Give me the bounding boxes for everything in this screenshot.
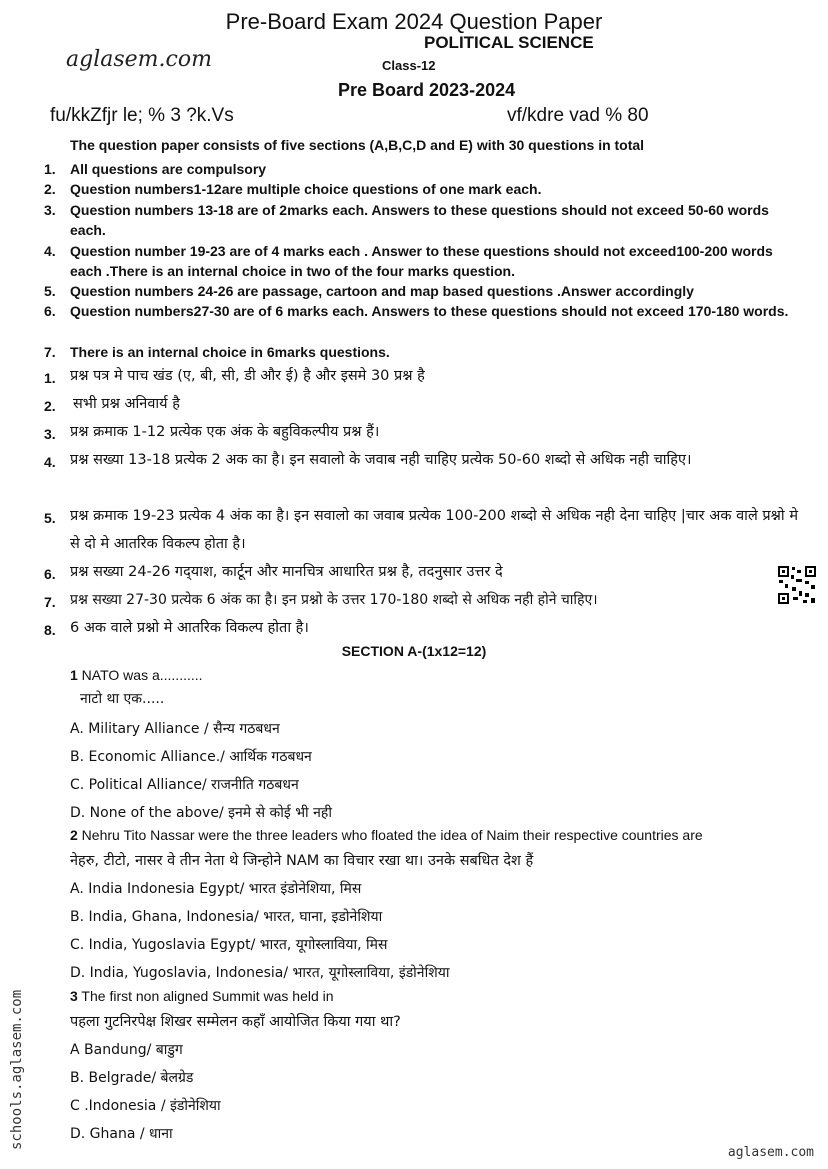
instruction-text-hindi: प्रश्न सख्या 13-18 प्रत्येक 2 अक का है। इन सवालो के जवाब नही चाहिए प्रत्येक 50-60 शब्दो से अधिक नही चाहिए।: [70, 452, 692, 468]
question-text: The first non aligned Summit was held in: [77, 988, 334, 1004]
option: A Bandung/ बाडुग: [70, 1042, 183, 1058]
footer-watermark: aglasem.com: [727, 1145, 814, 1160]
time-allowed: fu/kkZfjr le; % 3 ?k.Vs: [50, 105, 234, 126]
question-number: 3: [70, 988, 78, 1004]
page-title: Pre-Board Exam 2024 Question Paper: [225, 9, 603, 34]
instruction-number: 8.: [44, 622, 56, 638]
question-number: 1: [70, 667, 78, 683]
instruction-text-hindi: प्रश्न सख्या 24-26 गद्‌याश, कार्टून और मानचित्र आधारित प्रश्न है, तदनुसार उत्तर दे: [70, 564, 503, 580]
instruction-text: Question numbers27-30 are of 6 marks each. Answers to these questions should not exceed 170-180 words.: [70, 303, 789, 319]
instruction-text: Question numbers 24-26 are passage, cartoon and map based questions .Answer accordingly: [70, 283, 694, 299]
option: C. Political Alliance/ राजनीति गठबधन: [70, 777, 299, 793]
question-text: Nehru Tito Nassar were the three leaders who floated the idea of Naim their respective countries are: [77, 827, 703, 843]
question-3-hindi: पहला गुटनिरपेक्ष शिखर सम्मेलन कहाँ आयोजित किया गया था?: [70, 1014, 401, 1030]
instruction-number: 4.: [44, 454, 56, 470]
qr-code-icon: [777, 565, 817, 605]
instruction-number: 7.: [44, 594, 56, 610]
instruction-number: 2.: [44, 398, 56, 414]
instruction-number: 5.: [44, 283, 56, 299]
instruction-text: All questions are compulsory: [70, 161, 267, 177]
logo: aglasem.com: [66, 47, 212, 72]
instruction-number: 1.: [44, 370, 56, 386]
instruction-text-hindi: 6 अक वाले प्रश्नो मे आतरिक विकल्प होता है।: [70, 620, 309, 636]
option: D. None of the above/ इनमे से कोई भी नही: [70, 805, 332, 821]
class-label: Class-12: [382, 58, 436, 73]
instructions-intro: The question paper consists of five sections (A,B,C,D and E) with 30 questions in total: [70, 137, 645, 153]
max-marks: vf/kdre vad % 80: [507, 105, 649, 126]
option: C. India, Yugoslavia Egypt/ भारत, यूगोस्लाविया, मिस: [70, 937, 388, 953]
instruction-number: 4.: [44, 243, 56, 259]
instruction-number: 6.: [44, 566, 56, 582]
instruction-text-hindi: प्रश्न क्रमाक 19-23 प्रत्येक 4 अंक का है। इन सवालो का जवाब प्रत्येक 100-200 शब्दो से अधिक नही देना चाहिए |चार अक वाले प्रश्नो मे से दो मे आतरिक विकल्प होता है।: [70, 508, 798, 552]
question-text: NATO was a...........: [77, 667, 203, 683]
option: D. India, Yugoslavia, Indonesia/ भारत, यूगोस्लाविया, इंडोनेशिया: [70, 965, 450, 981]
option: B. India, Ghana, Indonesia/ भारत, घाना, इडोनेशिया: [70, 909, 383, 925]
instruction-number: 2.: [44, 181, 56, 197]
question-1: [70, 667, 203, 683]
option: C .Indonesia / इंडोनेशिया: [70, 1098, 221, 1114]
instruction-number: 6.: [44, 303, 56, 319]
subject-title: POLITICAL SCIENCE: [424, 33, 594, 52]
instruction-number: 7.: [44, 344, 56, 360]
side-watermark: schools.aglasem.com: [9, 989, 25, 1150]
instruction-text: There is an internal choice in 6marks questions.: [70, 344, 390, 360]
instruction-text-hindi: प्रश्न क्रमाक 1-12 प्रत्येक एक अंक के बहुविकल्पीय प्रश्न हैं।: [70, 424, 380, 440]
instruction-text-hindi: प्रश्न पत्र मे पाच खंड (ए, बी, सी, डी और ई) है और इसमे 30 प्रश्न है: [70, 368, 425, 384]
instruction-text-hindi: सभी प्रश्न अनिवार्य है: [73, 396, 180, 412]
instruction-number: 3.: [44, 202, 56, 218]
instruction-text: Question numbers1-12are multiple choice questions of one mark each.: [70, 181, 542, 197]
instruction-number: 3.: [44, 426, 56, 442]
board-title: Pre Board 2023-2024: [338, 80, 516, 100]
instruction-text-hindi: प्रश्न सख्या 27-30 प्रत्येक 6 अंक का है। इन प्रश्नो के उत्तर 170-180 शब्दो से अधिक नही होने चाहिए।: [70, 592, 598, 608]
option: B. Belgrade/ बेलग्रेड: [70, 1070, 194, 1086]
question-number: 2: [70, 827, 78, 843]
option: D. Ghana / धाना: [70, 1126, 173, 1142]
instruction-text: Question number 19-23 are of 4 marks each . Answer to these questions should not exceed100-200 words each .There is an internal choice in two of the four marks question.: [70, 243, 773, 279]
question-3: [70, 988, 334, 1004]
option: A. India Indonesia Egypt/ भारत इंडोनेशिया, मिस: [70, 881, 362, 897]
question-2: [70, 827, 703, 843]
instruction-number: 1.: [44, 161, 56, 177]
option: B. Economic Alliance./ आर्थिक गठबधन: [70, 749, 312, 765]
question-1-hindi: नाटो था एक.....: [80, 691, 165, 707]
question-2-hindi: नेहरु, टीटो, नासर वे तीन नेता थे जिन्होने NAM का विचार रखा था। उनके सबधित देश हैं: [70, 853, 534, 869]
section-heading: SECTION A-(1x12=12): [341, 643, 487, 659]
option: A. Military Alliance / सैन्य गठबधन: [70, 721, 280, 737]
instruction-text: Question numbers 13-18 are of 2marks each. Answers to these questions should not exceed 50-60 words each.: [70, 202, 769, 238]
instruction-number: 5.: [44, 510, 56, 526]
